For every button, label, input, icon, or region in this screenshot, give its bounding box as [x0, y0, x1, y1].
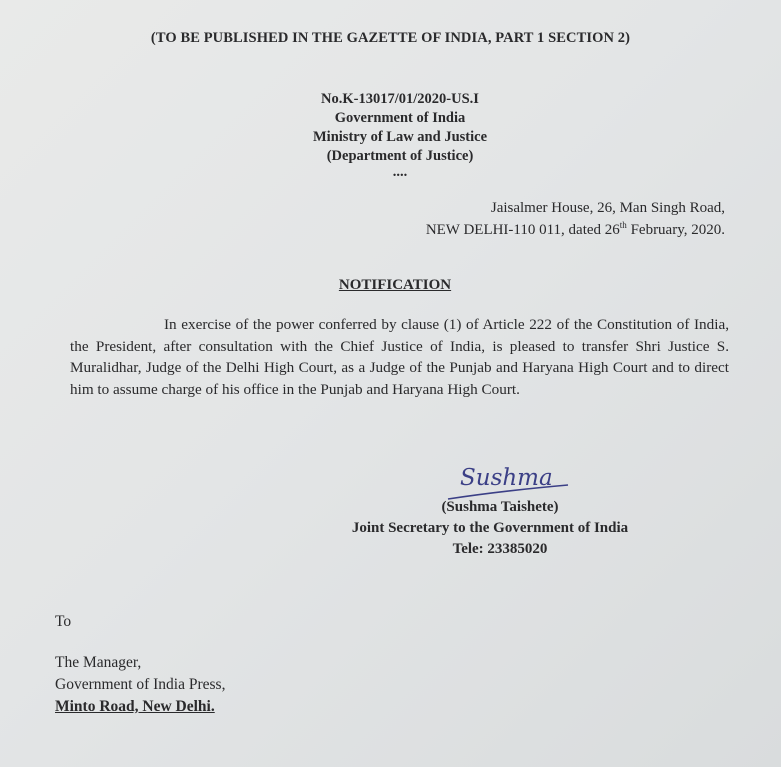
address-line-1: Jaisalmer House, 26, Man Singh Road, [490, 200, 725, 216]
notification-body: In exercise of the power conferred by clause (1) of Article 222 of the Constitution of India, the President, after consultation with the Chief Justice of India, is pleased to transfer Shri Justice S. Muralidhar, Judge of the Delhi High Court, as a Judge of the Punjab and Haryana High Court and to direct him to assume charge of his office in the Punjab and Haryana High Court. [70, 316, 729, 398]
gazette-header [0, 30, 781, 47]
government-name: Government of India [334, 110, 466, 126]
recipient-line-3: Minto Road, New Delhi. [55, 698, 215, 715]
notification-title: NOTIFICATION [338, 277, 452, 293]
signature-script: Sushma [460, 465, 553, 491]
signatory-designation: Joint Secretary to the Government of India [351, 520, 629, 536]
ministry-name: Ministry of Law and Justice [313, 129, 487, 145]
notification-body-wrapper [70, 314, 729, 400]
to-label: To [55, 613, 72, 630]
reference-number: No.K-13017/01/2020-US.I [321, 91, 479, 107]
separator-dots: .... [392, 164, 408, 180]
recipient-line-1: The Manager, [55, 654, 142, 671]
address-line-2 [426, 220, 725, 239]
signatory-name: (Sushma Taishete) [441, 499, 559, 515]
recipient-line-2: Government of India Press, [55, 676, 226, 693]
address-date-prefix: NEW DELHI-110 011, dated 26 [425, 222, 620, 238]
address-date-suffix: February, 2020. [626, 222, 725, 238]
address-date-sup: th [619, 220, 627, 230]
gazette-header-text: (TO BE PUBLISHED IN THE GAZETTE OF INDIA, PART 1 SECTION 2) [150, 30, 631, 46]
signatory-phone: Tele: 23385020 [452, 541, 548, 557]
reference-block [250, 90, 550, 178]
department-name: (Department of Justice) [326, 148, 474, 164]
